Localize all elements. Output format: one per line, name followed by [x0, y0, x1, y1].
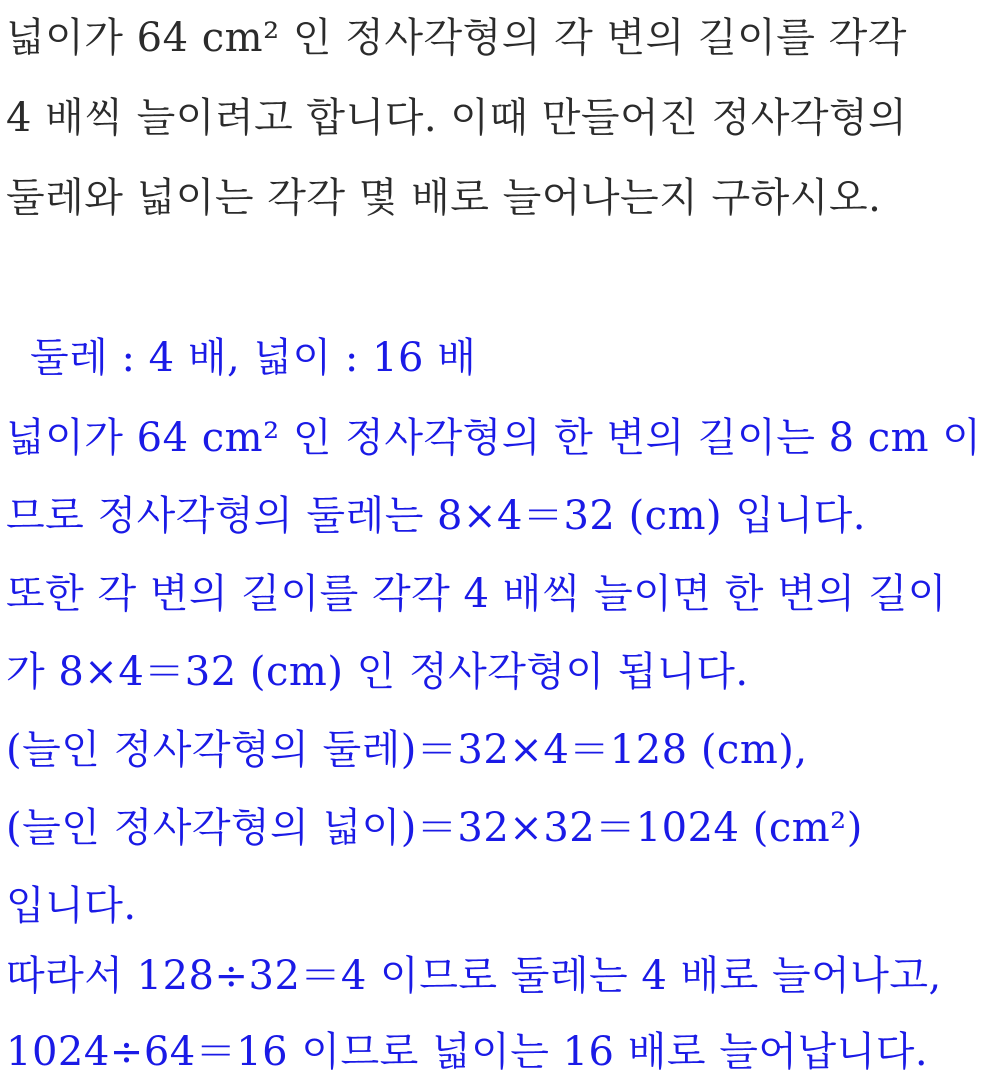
solution-line-2: 므로 정사각형의 둘레는 8×4＝32 (cm) 입니다. [6, 493, 866, 539]
problem-line-3: 둘레와 넓이는 각각 몇 배로 늘어나는지 구하시오. [6, 175, 882, 221]
solution-line-9: 1024÷64＝16 이므로 넓이는 16 배로 늘어납니다. [6, 1029, 929, 1075]
solution-line-8: 따라서 128÷32＝4 이므로 둘레는 4 배로 늘어나고, [6, 953, 942, 999]
solution-line-4: 가 8×4＝32 (cm) 인 정사각형이 됩니다. [6, 649, 749, 695]
solution-line-5: (늘인 정사각형의 둘레)＝32×4＝128 (cm), [6, 727, 808, 773]
solution-line-7: 입니다. [6, 883, 137, 929]
answer-summary: 둘레 : 4 배, 넓이 : 16 배 [30, 335, 477, 381]
problem-line-2: 4 배씩 늘이려고 합니다. 이때 만들어진 정사각형의 [6, 95, 908, 141]
solution-line-6: (늘인 정사각형의 넓이)＝32×32＝1024 (cm²) [6, 805, 863, 851]
solution-line-1: 넓이가 64 cm² 인 정사각형의 한 변의 길이는 8 cm 이 [6, 415, 982, 461]
solution-line-3: 또한 각 변의 길이를 각각 4 배씩 늘이면 한 변의 길이 [6, 571, 947, 617]
problem-line-1: 넓이가 64 cm² 인 정사각형의 각 변의 길이를 각각 [6, 15, 907, 61]
